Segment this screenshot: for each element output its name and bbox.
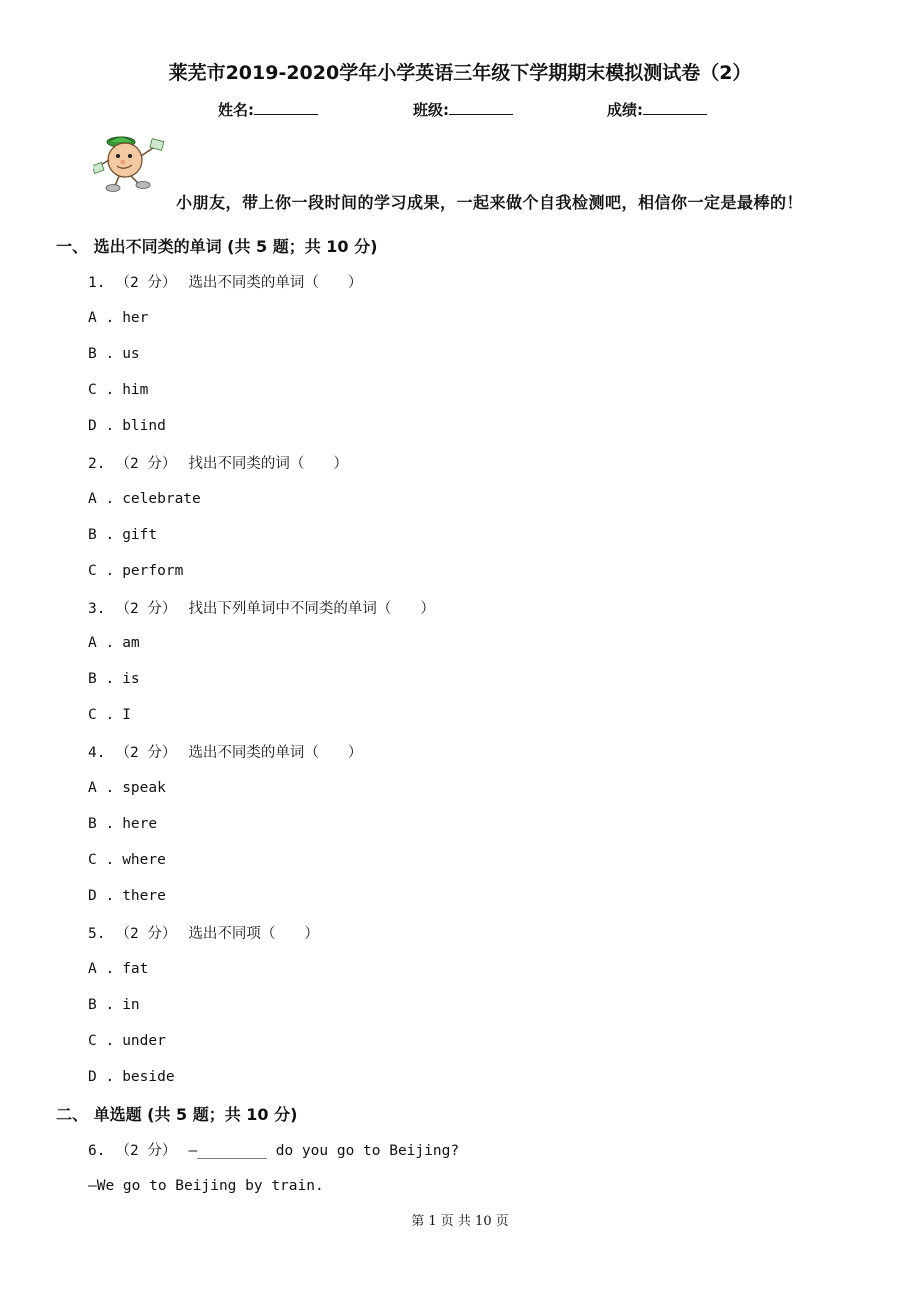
option-text: in — [122, 997, 140, 1013]
question-points: （2 分） — [115, 456, 177, 472]
option-text: I — [122, 707, 131, 723]
question-points: （2 分） — [115, 275, 177, 291]
option-4a — [88, 780, 166, 796]
page-footer: 第 1 页 共 10 页 — [411, 1214, 509, 1229]
option-text: where — [122, 852, 166, 868]
option-text: us — [122, 346, 140, 362]
option-text: blind — [122, 418, 166, 434]
question-points: （2 分） — [115, 745, 177, 761]
question-text: 选出不同类的单词（ ） — [188, 745, 363, 761]
option-4c — [88, 852, 166, 868]
option-label: D . — [88, 888, 115, 904]
option-label: C . — [88, 707, 115, 723]
answer-line-6: —We go to Beijing by train. — [88, 1178, 324, 1194]
option-5a — [88, 961, 148, 977]
question-6 — [88, 1139, 459, 1160]
option-label: A . — [88, 961, 115, 977]
option-text: gift — [122, 527, 158, 543]
class-field — [413, 99, 513, 120]
option-2c — [88, 563, 183, 579]
option-3a — [88, 635, 140, 651]
option-text: there — [122, 888, 166, 904]
score-label: 成绩: — [607, 101, 643, 119]
option-text: celebrate — [122, 491, 201, 507]
option-label: C . — [88, 563, 115, 579]
question-points: （2 分） — [115, 1143, 177, 1159]
option-1d — [88, 418, 166, 434]
class-blank — [449, 100, 513, 115]
option-2b — [88, 527, 157, 543]
question-text: —________ do you go to Beijing? — [188, 1143, 460, 1159]
option-3b — [88, 671, 140, 687]
option-label: A . — [88, 491, 115, 507]
name-field — [218, 99, 318, 120]
option-text: speak — [122, 780, 166, 796]
section-2-title: 二、 单选题 (共 5 题；共 10 分) — [56, 1105, 298, 1124]
question-number: 3. — [88, 601, 106, 617]
option-text: him — [122, 382, 149, 398]
option-label: B . — [88, 527, 115, 543]
question-1 — [88, 271, 362, 292]
question-text: 选出不同项（ ） — [188, 926, 319, 942]
page-title: 莱芜市2019-2020学年小学英语三年级下学期期末模拟测试卷（2） — [168, 62, 752, 84]
question-2 — [88, 452, 348, 473]
name-blank — [254, 100, 318, 115]
option-label: A . — [88, 780, 115, 796]
section-1-title: 一、 选出不同类的单词 (共 5 题；共 10 分) — [56, 237, 378, 256]
option-label: B . — [88, 671, 115, 687]
score-field — [607, 99, 707, 120]
option-label: B . — [88, 997, 115, 1013]
question-number: 4. — [88, 745, 106, 761]
score-blank — [643, 100, 707, 115]
name-label: 姓名: — [218, 101, 254, 119]
class-label: 班级: — [413, 101, 449, 119]
option-label: A . — [88, 310, 115, 326]
mascot-illustration — [93, 132, 169, 194]
option-1b — [88, 346, 140, 362]
option-label: B . — [88, 346, 115, 362]
option-text: am — [122, 635, 140, 651]
option-label: C . — [88, 852, 115, 868]
question-4 — [88, 741, 362, 762]
option-text: here — [122, 816, 158, 832]
option-2a — [88, 491, 201, 507]
option-text: is — [122, 671, 140, 687]
option-label: C . — [88, 382, 115, 398]
option-text: fat — [122, 961, 149, 977]
option-label: B . — [88, 816, 115, 832]
question-number: 6. — [88, 1143, 106, 1159]
intro-text: 小朋友，带上你一段时间的学习成果，一起来做个自我检测吧，相信你一定是最棒的！ — [176, 193, 804, 212]
option-text: beside — [122, 1069, 175, 1085]
option-5b — [88, 997, 140, 1013]
option-text: her — [122, 310, 149, 326]
question-number: 2. — [88, 456, 106, 472]
option-3c — [88, 707, 131, 723]
option-5d — [88, 1069, 175, 1085]
question-3 — [88, 597, 435, 618]
option-label: C . — [88, 1033, 115, 1049]
question-number: 5. — [88, 926, 106, 942]
question-points: （2 分） — [115, 926, 177, 942]
question-number: 1. — [88, 275, 106, 291]
question-5 — [88, 922, 319, 943]
option-5c — [88, 1033, 166, 1049]
option-label: D . — [88, 1069, 115, 1085]
option-label: A . — [88, 635, 115, 651]
option-1a — [88, 310, 148, 326]
option-4b — [88, 816, 157, 832]
question-text: 找出不同类的词（ ） — [188, 456, 348, 472]
question-text: 找出下列单词中不同类的单词（ ） — [188, 601, 435, 617]
option-label: D . — [88, 418, 115, 434]
option-4d — [88, 888, 166, 904]
option-text: under — [122, 1033, 166, 1049]
option-1c — [88, 382, 148, 398]
question-text: 选出不同类的单词（ ） — [188, 275, 363, 291]
option-text: perform — [122, 563, 184, 579]
question-points: （2 分） — [115, 601, 177, 617]
